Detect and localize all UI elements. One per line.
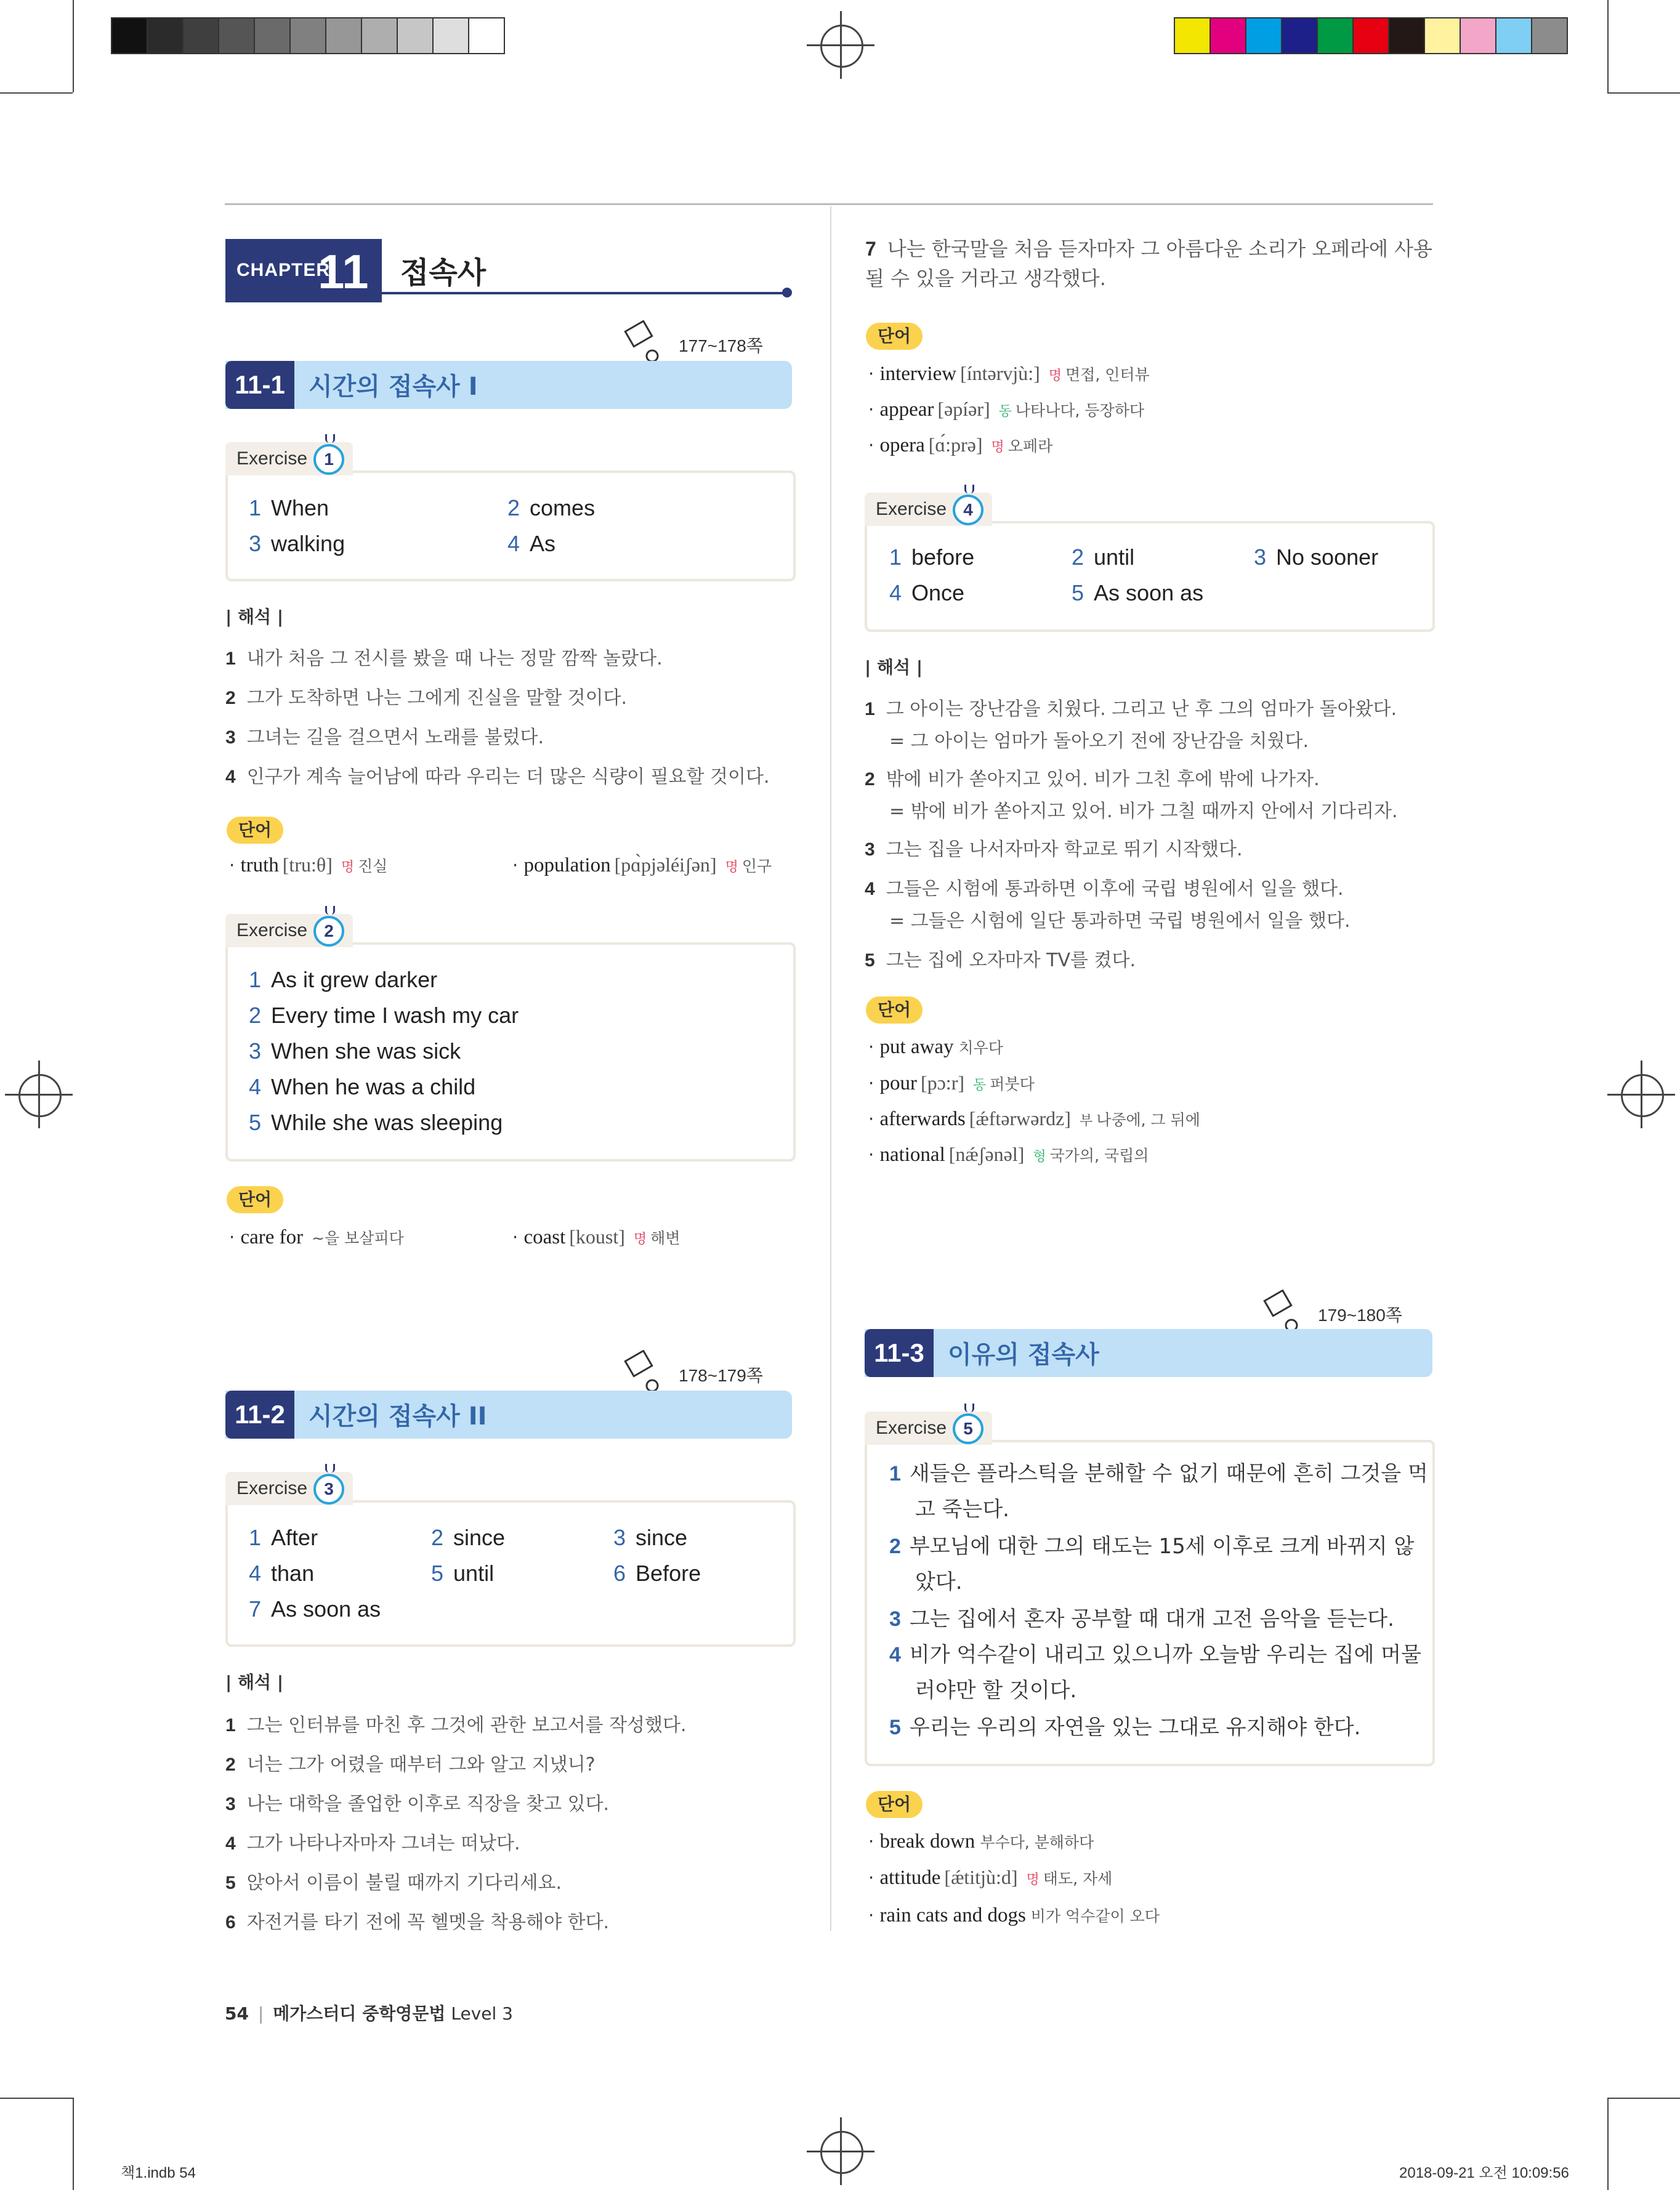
- exercise-number: 5: [953, 1413, 983, 1444]
- answer-item: 2 부모님에 대한 그의 태도는 15세 이후로 크게 바뀌지 않 았다.: [889, 1534, 1415, 1594]
- exercise-number: 4: [953, 495, 983, 525]
- answer-item: 1 When: [249, 495, 329, 520]
- crop-mark-tl-h: [0, 92, 73, 94]
- chapter-label: CHAPTER: [236, 260, 331, 280]
- answer-item: 3 그는 집에서 혼자 공부할 때 대개 고전 음악을 듣는다.: [889, 1607, 1394, 1631]
- section-banner-11-2: [225, 1391, 792, 1439]
- section-banner-11-1: [225, 361, 792, 409]
- color-swatch: [147, 17, 184, 54]
- answer-item: 3 walking: [249, 531, 345, 556]
- exercise-tab-5: [865, 1412, 992, 1445]
- answer-item: 1 After: [249, 1525, 318, 1550]
- crop-mark-br-v: [1607, 2098, 1609, 2190]
- translation-line: 3 나는 대학을 졸업한 이후로 직장을 찾고 있다.: [225, 1793, 610, 1815]
- vocab-item: · truth [tru:θ] 명 진실: [229, 854, 388, 876]
- exercise-label: Exercise: [876, 499, 947, 519]
- translation-header: | 해석 |: [225, 607, 284, 627]
- answer-item: 4 Once: [889, 580, 965, 605]
- color-swatch: [468, 17, 505, 54]
- color-swatch: [1531, 17, 1568, 54]
- answer-item: 2 until: [1072, 544, 1135, 570]
- section-tag: 11-2: [225, 1391, 294, 1439]
- print-slug-file: 책1.indb 54: [121, 2165, 196, 2181]
- exercise-tab-2: [225, 914, 353, 947]
- column-divider: [830, 206, 831, 1931]
- vocab-item: · population [pɑ̀pjəléiʃən] 명 인구: [512, 854, 772, 876]
- exercise-number: 2: [313, 916, 344, 947]
- section-tag: 11-1: [225, 361, 294, 409]
- answer-item: 2 Every time I wash my car: [249, 1003, 519, 1028]
- exercise-label: Exercise: [236, 920, 308, 940]
- vocab-badge: 단어: [866, 996, 923, 1024]
- footer-separator: |: [257, 2003, 264, 2024]
- color-swatch: [254, 17, 291, 54]
- color-swatch: [1352, 17, 1389, 54]
- section-pages: 177~178쪽: [679, 336, 763, 355]
- vocab-item: · interview [íntərvjù:] 명 면접, 인터뷰: [868, 362, 1150, 385]
- book-icon: [622, 320, 665, 363]
- chapter-underline-dot: [782, 288, 792, 297]
- color-swatch: [289, 17, 326, 54]
- chapter-underline: [382, 292, 788, 294]
- book-icon: [1261, 1290, 1304, 1333]
- translation-header: | 해석 |: [225, 1672, 284, 1692]
- chapter-title: 접속사: [400, 256, 487, 290]
- color-swatch: [361, 17, 398, 54]
- color-swatch: [1174, 17, 1211, 54]
- answer-item: 3 No sooner: [1254, 544, 1379, 570]
- vocab-item: · rain cats and dogs 비가 억수같이 오다: [868, 1904, 1160, 1926]
- answer-item: 1 새들은 플라스틱을 분해할 수 없기 때문에 흔히 그것을 먹 고 죽는다.: [889, 1461, 1428, 1522]
- exercise-label: Exercise: [236, 1478, 308, 1498]
- exercise-tab-1: [225, 442, 353, 475]
- chapter-badge: [225, 239, 382, 302]
- crop-mark-bl-v: [73, 2098, 74, 2190]
- translation-line: 4 인구가 계속 늘어남에 따라 우리는 더 많은 식량이 필요할 것이다.: [225, 766, 770, 788]
- color-swatch: [111, 17, 148, 54]
- section-title: 시간의 접속사 II: [309, 1402, 487, 1431]
- vocab-item: · national [nǽʃənəl] 형 국가의, 국립의: [868, 1143, 1149, 1166]
- color-swatch: [218, 17, 255, 54]
- answer-item: 1 before: [889, 544, 975, 570]
- book-level: Level 3: [451, 2003, 513, 2024]
- crop-mark-tl-v: [73, 0, 74, 92]
- vocab-item: · pour [pɔ:r] 동 퍼붓다: [868, 1072, 1035, 1094]
- vocab-badge: 단어: [866, 323, 923, 350]
- vocab-item: · attitude [ǽtitjù:d] 명 태도, 자세: [868, 1866, 1113, 1889]
- color-swatch: [182, 17, 219, 54]
- translation-line: 1 그는 인터뷰를 마친 후 그것에 관한 보고서를 작성했다.: [225, 1715, 687, 1736]
- answer-item: 3 since: [613, 1525, 688, 1550]
- translation-header: | 해석 |: [865, 657, 923, 677]
- color-swatch: [432, 17, 469, 54]
- vocab-item: · break down 부수다, 분해하다: [868, 1830, 1094, 1853]
- vocab-item: · coast [koust] 명 해변: [512, 1226, 680, 1248]
- vocab-item: · appear [əpíər] 동 나타나다, 등장하다: [868, 398, 1145, 421]
- answer-item: 7 As soon as: [249, 1596, 381, 1622]
- exercise-number: 3: [313, 1474, 344, 1505]
- vocab-badge: 단어: [866, 1791, 923, 1818]
- color-swatch: [1245, 17, 1282, 54]
- crop-mark-br-h: [1607, 2098, 1680, 2099]
- exercise-number: 1: [313, 444, 344, 475]
- section-banner-11-3: [865, 1329, 1432, 1377]
- section-title: 이유의 접속사: [948, 1341, 1099, 1369]
- book-icon: [622, 1350, 665, 1393]
- exercise-label: Exercise: [236, 448, 308, 469]
- answer-item: 3 When she was sick: [249, 1038, 461, 1064]
- translation-line: 2 밖에 비가 쏟아지고 있어. 비가 그친 후에 밖에 나가자. = 밖에 비가 쏟아지고 있어. 비가 그칠 때까지 안에서 기다리자.: [865, 769, 1398, 822]
- color-swatch: [325, 17, 362, 54]
- answer-item: 4 than: [249, 1561, 315, 1586]
- color-swatch: [1388, 17, 1425, 54]
- answer-item: 2 since: [431, 1525, 506, 1550]
- translation-line: 1 그 아이는 장난감을 치웠다. 그리고 난 후 그의 엄마가 돌아왔다. = 그 아이는 엄마가 돌아오기 전에 장난감을 치웠다.: [865, 698, 1397, 752]
- translation-line: 4 그들은 시험에 통과하면 이후에 국립 병원에서 일을 했다. = 그들은 시험에 일단 통과하면 국립 병원에서 일을 했다.: [865, 878, 1351, 932]
- translation-line: 3 그는 집을 나서자마자 학교로 뛰기 시작했다.: [865, 839, 1243, 860]
- crop-mark-tr-v: [1607, 0, 1609, 92]
- chapter-number: 11: [318, 244, 369, 299]
- crop-mark-tr-h: [1607, 92, 1680, 94]
- vocab-item: · care for ~을 보살피다: [229, 1226, 404, 1248]
- vocab-item: · afterwards [ǽftərwərdz] 부 나중에, 그 뒤에: [868, 1107, 1200, 1130]
- vocab-item: · put away 치우다: [868, 1036, 1003, 1058]
- translation-line: 2 너는 그가 어렸을 때부터 그와 알고 지냈니?: [225, 1754, 596, 1776]
- page-footer: [225, 2000, 513, 2025]
- registration-mark-left: [5, 1061, 73, 1128]
- exercise-box-1: [225, 471, 796, 581]
- color-swatch: [1281, 17, 1318, 54]
- answer-item: 4 비가 억수같이 내리고 있으니까 오늘밤 우리는 집에 머물 러야만 할 것이다.: [889, 1642, 1421, 1703]
- translation-line: 5 앉아서 이름이 불릴 때까지 기다리세요.: [225, 1872, 562, 1894]
- vocab-badge: 단어: [227, 1186, 283, 1213]
- answer-item: 4 When he was a child: [249, 1074, 476, 1099]
- crop-mark-bl-h: [0, 2098, 73, 2099]
- vocab-item: · opera [ɑ́:prə] 명 오페라: [868, 434, 1053, 456]
- section-title: 시간의 접속사 I: [309, 373, 478, 401]
- exercise-tab-4: [865, 493, 992, 526]
- translation-line: 1 내가 처음 그 전시를 봤을 때 나는 정말 깜짝 놀랐다.: [225, 648, 663, 669]
- translation-line: 6 자전거를 타기 전에 꼭 헬멧을 착용해야 한다.: [225, 1912, 610, 1933]
- color-swatch: [1460, 17, 1496, 54]
- answer-item: 6 Before: [613, 1561, 701, 1586]
- print-slug-date: 2018-09-21 오전 10:09:56: [1399, 2165, 1569, 2181]
- translation-line: 5 그는 집에 오자마자 TV를 켰다.: [865, 950, 1136, 971]
- header-rule: [225, 203, 1433, 205]
- page-number: 54: [225, 2003, 249, 2024]
- answer-item: 4 As: [507, 531, 556, 556]
- translation-line-7: 7 나는 한국말을 처음 듣자마자 그 아름다운 소리가 오페라에 사용될 수 있을 거라고 생각했다.: [865, 237, 1432, 290]
- color-swatch: [1317, 17, 1354, 54]
- color-swatch: [1495, 17, 1532, 54]
- exercise-box-4: [865, 521, 1435, 632]
- answer-item: 5 As soon as: [1072, 580, 1204, 605]
- answer-item: 5 While she was sleeping: [249, 1110, 503, 1135]
- answer-item: 2 comes: [507, 495, 596, 520]
- translation-line: 2 그가 도착하면 나는 그에게 진실을 말할 것이다.: [225, 687, 628, 709]
- registration-mark-right: [1607, 1061, 1675, 1128]
- translation-line: 3 그녀는 길을 걸으면서 노래를 불렀다.: [225, 727, 544, 748]
- registration-mark-bottom: [807, 2117, 874, 2185]
- answer-item: 1 As it grew darker: [249, 967, 438, 992]
- color-swatch: [397, 17, 434, 54]
- exercise-label: Exercise: [876, 1418, 947, 1438]
- answer-item: 5 우리는 우리의 자연을 있는 그대로 유지해야 한다.: [889, 1715, 1361, 1740]
- book-title: 메가스터디 중학영문법: [273, 2003, 446, 2024]
- registration-mark-top: [807, 11, 874, 79]
- answer-item: 5 until: [431, 1561, 495, 1586]
- exercise-tab-3: [225, 1472, 353, 1505]
- section-tag: 11-3: [865, 1329, 934, 1377]
- color-swatch: [1424, 17, 1461, 54]
- translation-line: 4 그가 나타나자마자 그녀는 떠났다.: [225, 1833, 520, 1854]
- section-pages: 178~179쪽: [679, 1366, 763, 1385]
- section-pages: 179~180쪽: [1318, 1306, 1402, 1325]
- color-swatch: [1210, 17, 1246, 54]
- vocab-badge: 단어: [227, 817, 283, 844]
